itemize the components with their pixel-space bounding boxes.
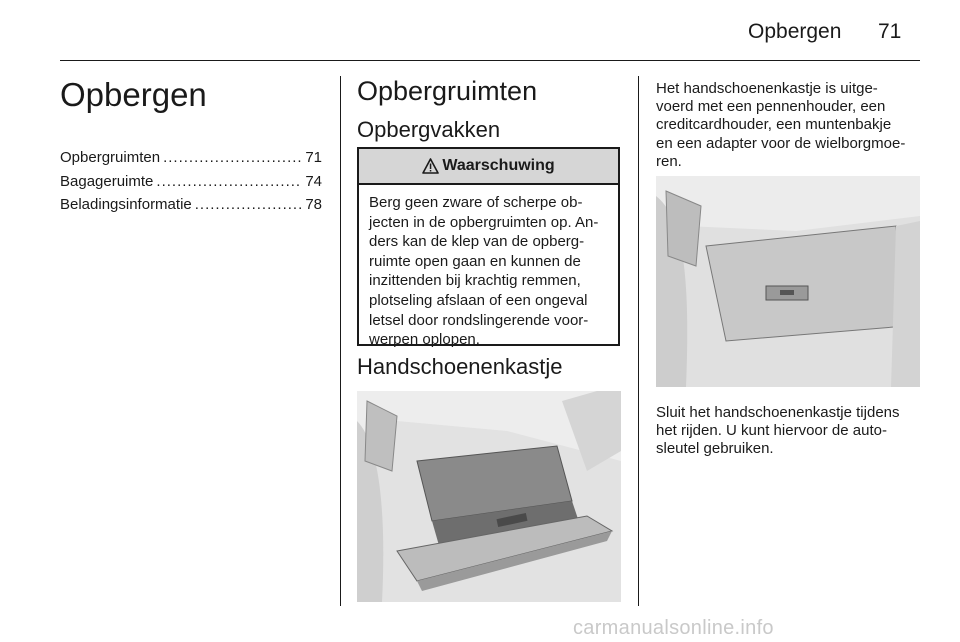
warning-line: jecten in de opbergruimten op. An- xyxy=(369,213,599,231)
toc-entry-label: Bagageruimte xyxy=(60,172,154,190)
watermark: carmanualsonline.info xyxy=(573,617,774,639)
toc-entry-label: Beladingsinformatie xyxy=(60,196,192,213)
warning-line: ders kan de klep van de opberg- xyxy=(369,233,585,251)
running-header-title: Opbergen xyxy=(748,20,842,43)
paragraph-line: creditcardhouder, een muntenbakje xyxy=(656,116,892,134)
section-subtitle-glovebox: Handschoenenkastje xyxy=(357,354,563,379)
toc-leader-dots xyxy=(163,149,302,166)
column-divider-right xyxy=(638,76,639,606)
warning-heading: Waarschuwing xyxy=(442,157,555,174)
warning-line: ruimte open gaan en kunnen de xyxy=(369,252,581,270)
glovebox-open-illustration xyxy=(357,391,621,602)
column-divider-left xyxy=(340,76,341,606)
toc-leader-dots xyxy=(195,196,303,213)
paragraph-line: Het handschoenenkastje is uitge- xyxy=(656,80,878,97)
header-rule xyxy=(60,60,920,61)
warning-line: letsel door rondslingerende voor- xyxy=(369,311,589,329)
paragraph-line: voerd met een pennenhouder, een xyxy=(656,98,886,116)
section-title: Opbergruimten xyxy=(357,76,538,106)
warning-box xyxy=(357,147,620,349)
toc-entry-page: 78 xyxy=(305,196,322,213)
chapter-title: Opbergen xyxy=(60,76,207,113)
paragraph-line: sleutel gebruiken. xyxy=(656,440,774,458)
page-number: 71 xyxy=(878,20,902,43)
warning-line: Berg geen zware of scherpe ob- xyxy=(369,194,583,211)
table-of-contents xyxy=(60,149,322,220)
section-subtitle: Opbergvakken xyxy=(357,117,501,142)
warning-line: inzittenden bij krachtig remmen, xyxy=(369,272,581,290)
warning-line: werpen oplopen. xyxy=(369,331,480,349)
toc-entry-page: 74 xyxy=(305,172,322,190)
toc-entry[interactable] xyxy=(60,149,322,173)
paragraph-line: ren. xyxy=(656,152,682,170)
warning-triangle-icon xyxy=(422,158,439,174)
warning-line: plotseling afslaan of een ongeval xyxy=(369,291,588,309)
toc-entry-page: 71 xyxy=(305,149,322,166)
toc-entry[interactable] xyxy=(60,196,322,220)
toc-entry-label: Opbergruimten xyxy=(60,149,161,166)
paragraph-line: Sluit het handschoenenkastje tijdens xyxy=(656,404,900,421)
warning-text xyxy=(359,185,618,350)
glovebox-closed-illustration xyxy=(656,176,920,387)
toc-leader-dots xyxy=(156,173,302,190)
warning-header xyxy=(359,149,618,185)
glovebox-description xyxy=(656,80,920,171)
toc-entry[interactable] xyxy=(60,173,322,197)
glovebox-closing-note xyxy=(656,404,920,459)
paragraph-line: en een adapter voor de wielborgmoe- xyxy=(656,134,906,152)
paragraph-line: het rijden. U kunt hiervoor de auto- xyxy=(656,422,887,440)
